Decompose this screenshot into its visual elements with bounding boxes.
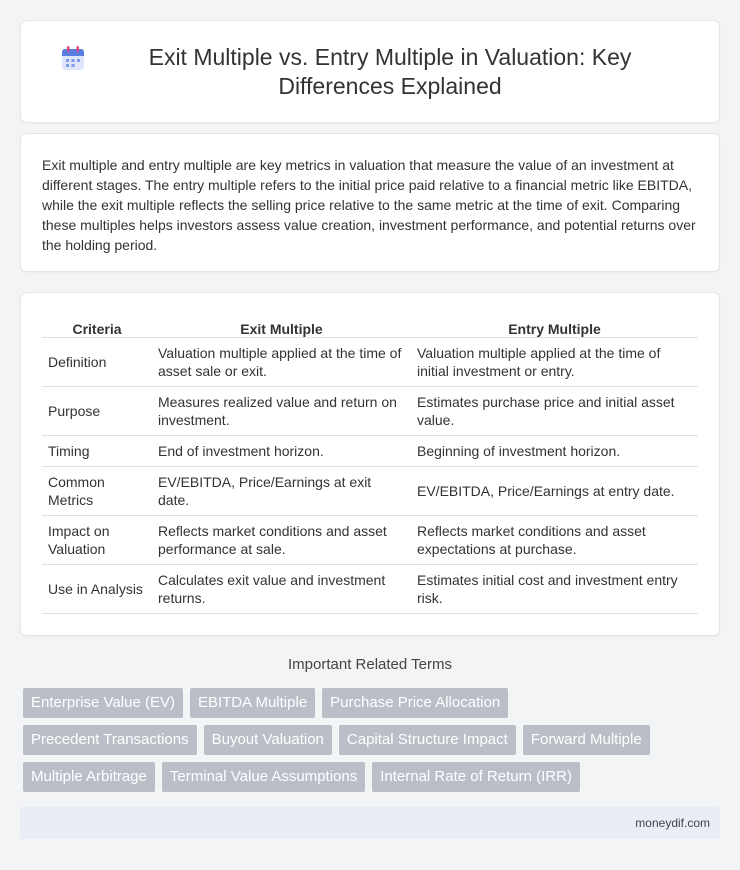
table-header-row xyxy=(42,315,698,337)
title-wrap xyxy=(21,21,719,122)
table-row xyxy=(42,435,698,466)
tag-buyout-valuation[interactable]: Buyout Valuation xyxy=(204,725,332,755)
row-entry-value: Reflects market conditions and asset expectations at purchase. xyxy=(411,515,698,564)
tag-terminal-value-assumptions[interactable]: Terminal Value Assumptions xyxy=(162,762,365,792)
row-exit-value: EV/EBITDA, Price/Earnings at exit date. xyxy=(152,466,411,515)
tag-enterprise-value[interactable]: Enterprise Value (EV) xyxy=(23,688,183,718)
tag-row xyxy=(23,762,723,792)
row-criteria: Definition xyxy=(42,337,152,386)
title-card xyxy=(20,20,720,123)
header-exit-multiple: Exit Multiple xyxy=(152,315,411,337)
row-criteria: Timing xyxy=(42,435,152,466)
row-entry-value: Estimates initial cost and investment entry risk. xyxy=(411,564,698,613)
tag-internal-rate-of-return[interactable]: Internal Rate of Return (IRR) xyxy=(372,762,580,792)
row-exit-value: End of investment horizon. xyxy=(152,435,411,466)
tag-forward-multiple[interactable]: Forward Multiple xyxy=(523,725,650,755)
tag-row xyxy=(23,725,723,755)
tag-multiple-arbitrage[interactable]: Multiple Arbitrage xyxy=(23,762,155,792)
table-row xyxy=(42,564,698,613)
footer-site-link[interactable]: moneydif.com xyxy=(635,816,710,830)
header-criteria: Criteria xyxy=(42,315,152,337)
comparison-card xyxy=(20,292,720,636)
calendar-icon xyxy=(61,45,85,71)
row-entry-value: Estimates purchase price and initial asset value. xyxy=(411,386,698,435)
row-criteria: Common Metrics xyxy=(42,466,152,515)
related-terms-heading: Important Related Terms xyxy=(288,656,452,673)
tag-ebitda-multiple[interactable]: EBITDA Multiple xyxy=(190,688,315,718)
table-row xyxy=(42,386,698,435)
table-row xyxy=(42,337,698,386)
row-exit-value: Measures realized value and return on investment. xyxy=(152,386,411,435)
page-title: Exit Multiple vs. Entry Multiple in Valuation: Key Differences Explained xyxy=(148,43,632,99)
tag-purchase-price-allocation[interactable]: Purchase Price Allocation xyxy=(322,688,508,718)
table-row xyxy=(42,515,698,564)
header-entry-multiple: Entry Multiple xyxy=(411,315,698,337)
row-entry-value: Valuation multiple applied at the time of initial investment or entry. xyxy=(411,337,698,386)
row-entry-value: Beginning of investment horizon. xyxy=(411,435,698,466)
intro-paragraph: Exit multiple and entry multiple are key metrics in valuation that measure the value of an investment at different stages. The entry multiple refers to the initial price paid relative to a financial metric like EBITDA, while the exit multiple reflects the selling price relative to the same metric at the time of exit. Comparing these multiples helps investors assess value creation, investment performance, and potential returns over the holding period. xyxy=(42,157,696,253)
row-exit-value: Reflects market conditions and asset performance at sale. xyxy=(152,515,411,564)
intro-card xyxy=(20,133,720,272)
tag-capital-structure-impact[interactable]: Capital Structure Impact xyxy=(339,725,516,755)
row-criteria: Purpose xyxy=(42,386,152,435)
footer-bar xyxy=(20,807,720,839)
tag-precedent-transactions[interactable]: Precedent Transactions xyxy=(23,725,197,755)
row-entry-value: EV/EBITDA, Price/Earnings at entry date. xyxy=(411,466,698,515)
related-terms-tags xyxy=(23,688,723,799)
row-criteria: Impact on Valuation xyxy=(42,515,152,564)
row-exit-value: Valuation multiple applied at the time of asset sale or exit. xyxy=(152,337,411,386)
row-criteria: Use in Analysis xyxy=(42,564,152,613)
tag-row xyxy=(23,688,723,718)
row-exit-value: Calculates exit value and investment returns. xyxy=(152,564,411,613)
comparison-table xyxy=(42,315,698,614)
table-row xyxy=(42,466,698,515)
